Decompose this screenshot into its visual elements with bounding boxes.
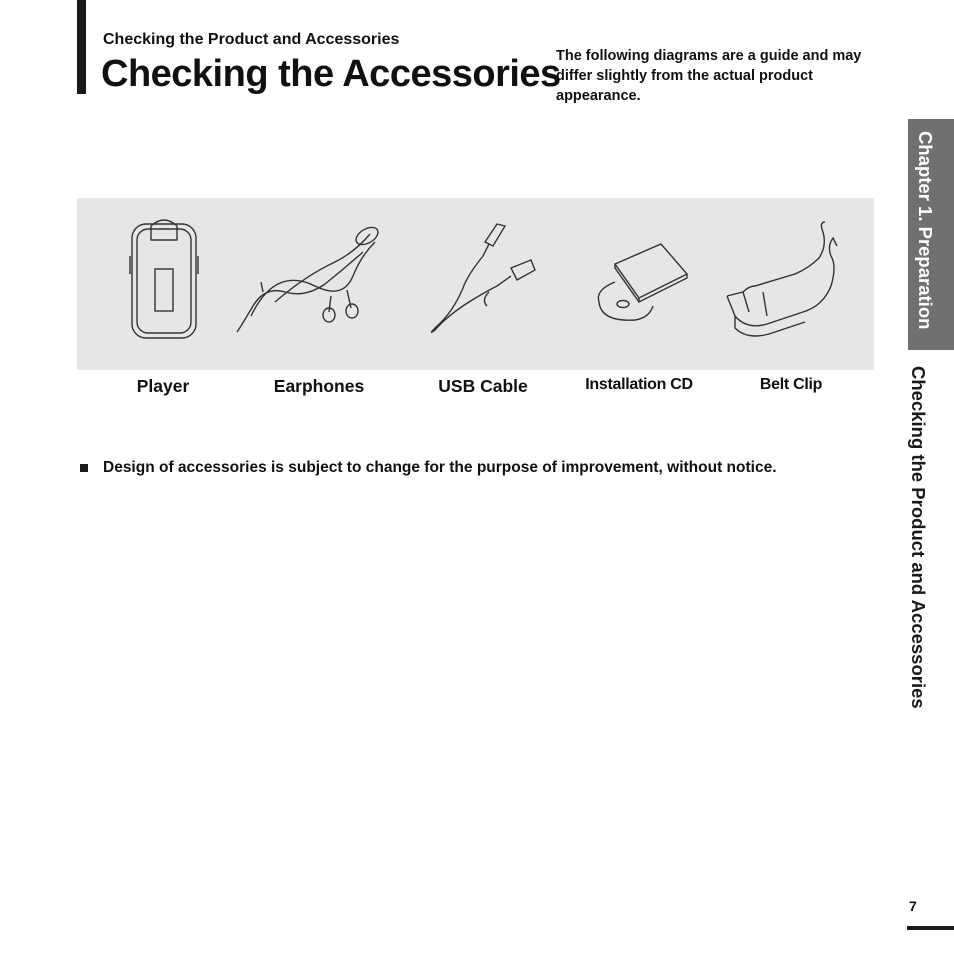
notice-text: Design of accessories is subject to change for the purpose of improvement, without notice. [103,459,777,476]
chapter-tab-label: Chapter 1. Preparation [915,131,936,330]
page-number-rule [907,926,954,930]
page-number: 7 [909,898,917,914]
accessory-label-player: Player [136,376,190,396]
accessory-label-belt-clip: Belt Clip [759,376,823,393]
belt-clip-icon [723,216,843,342]
usb-cable-icon [427,216,537,338]
accessories-panel [77,198,874,370]
accessory-label-installation-cd: Installation CD [585,376,693,393]
installation-cd-icon [591,216,691,326]
square-bullet-icon [80,464,88,472]
page-title: Checking the Accessories [101,53,561,95]
player-icon [129,216,201,344]
accessory-label-usb-cable: USB Cable [438,376,528,396]
section-subtitle: Checking the Product and Accessories [103,31,400,48]
section-side-label: Checking the Product and Accessories [908,366,929,709]
disclaimer-note: The following diagrams are a guide and may differ slightly from the actual product appearance. [556,48,862,104]
accessory-label-earphones: Earphones [273,376,365,396]
title-accent-bar [77,0,86,94]
notice-item [80,459,777,477]
earphones-icon [235,216,385,336]
